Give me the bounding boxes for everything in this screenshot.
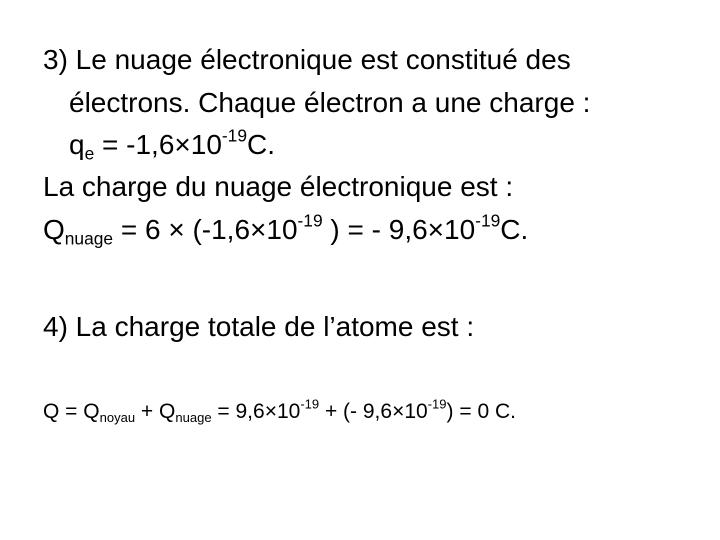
exponent: -19	[300, 396, 320, 412]
exponent: -19	[475, 210, 501, 231]
subscript-nuage: nuage	[64, 228, 114, 249]
electron-charge-formula: $q_e = -1,6\times 10^{-19}C$.	[69, 125, 275, 164]
total-charge-formula: $Q = Q_{noyau} + Q_{nuage} = 9,6\times 10^{-19}$ + (- $9,6\times 10^{-19}) = 0$ C.	[43, 396, 516, 426]
cloud-charge-formula: $Q_{nuage} = 6 \times (-1,6\times 10^{-19}$ ) = - $9,6\times 10^{-19}C$.	[43, 210, 529, 249]
exponent: -19	[427, 396, 447, 412]
subscript-noyau: noyau	[99, 410, 136, 426]
subscript-nuage: nuage	[175, 410, 212, 426]
item3-line2: électrons. Chaque électron a une charge :	[69, 87, 591, 118]
exponent: -19	[297, 210, 323, 231]
subscript-e: e	[84, 143, 95, 164]
exponent: -19	[221, 125, 247, 146]
item4-title: 4) La charge totale de l’atome est :	[43, 311, 475, 342]
item3-line1: 3) Le nuage électronique est constitué des	[43, 44, 571, 75]
cloud-charge-intro: La charge du nuage électronique est :	[43, 171, 514, 202]
